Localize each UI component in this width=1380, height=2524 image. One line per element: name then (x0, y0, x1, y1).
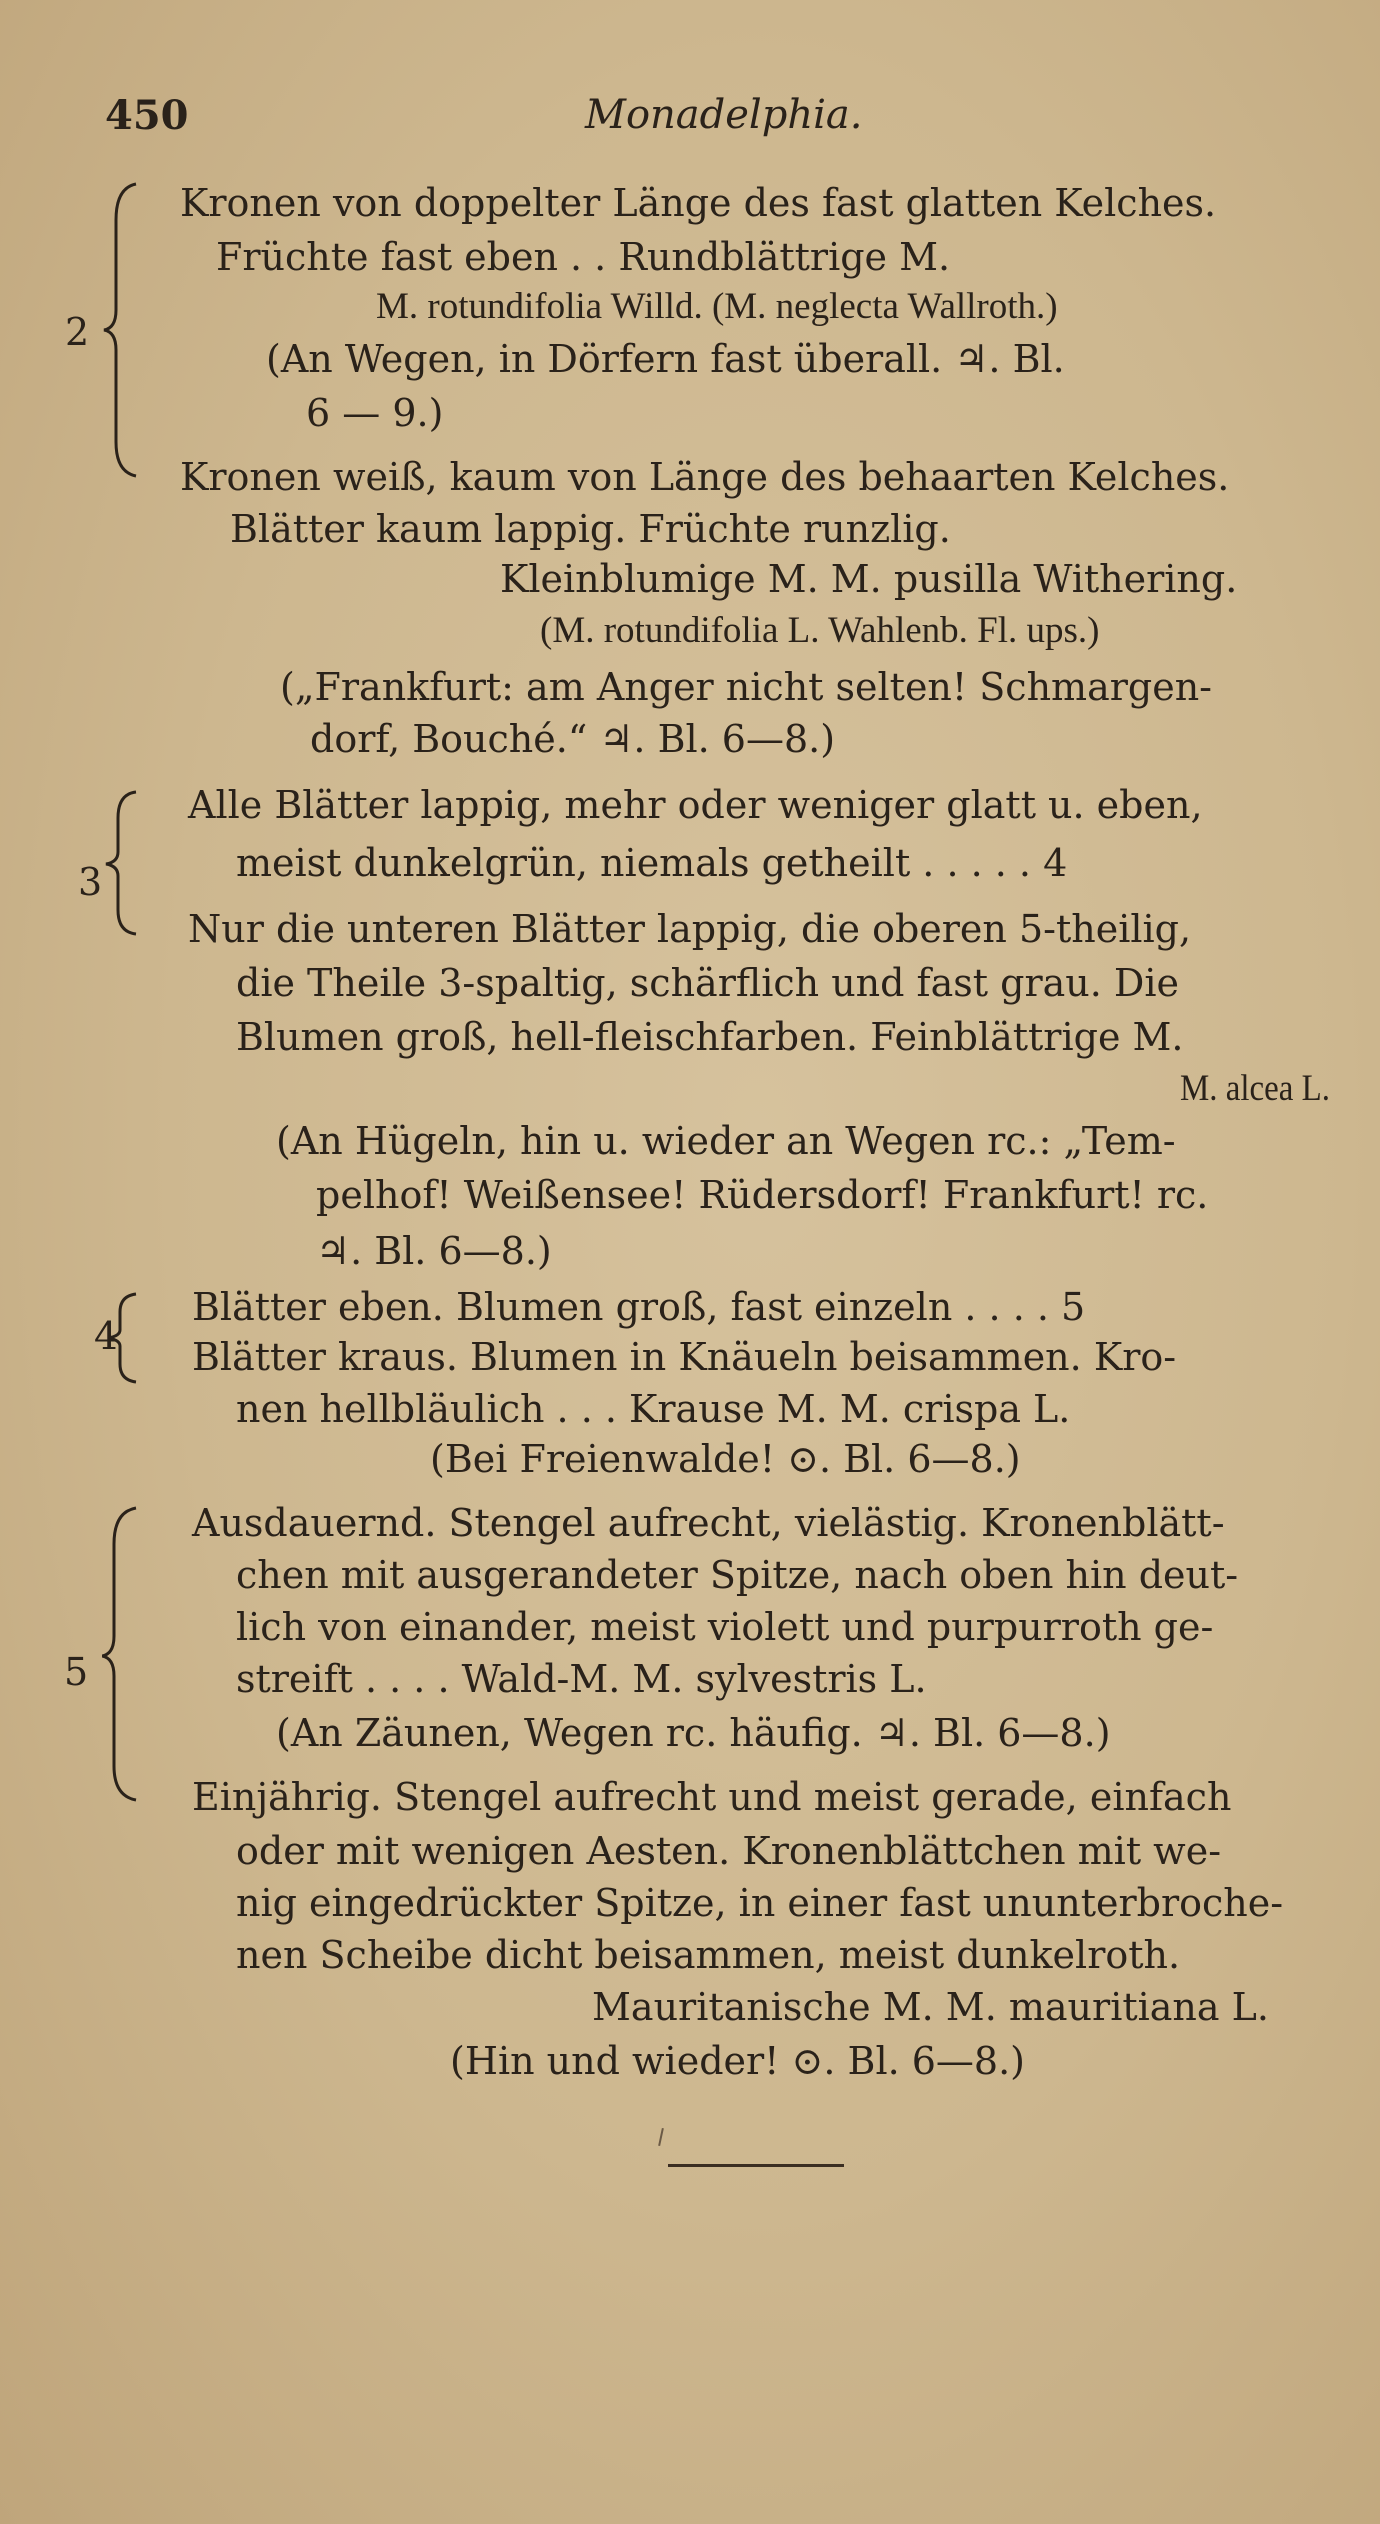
key-line: oder mit wenigen Aesten. Kronenblättchen mit we- (236, 1829, 1222, 1873)
key-line: (An Wegen, in Dörfern fast überall. ♃. Bl. (266, 337, 1065, 381)
key-line: Mauritanische M. M. mauritiana L. (592, 1985, 1269, 2029)
page-header (105, 92, 1285, 152)
key-line: Blumen groß, hell-fleischfarben. Feinblättrige M. (236, 1015, 1184, 1059)
key-line: die Theile 3-spaltig, schärflich und fast grau. Die (236, 961, 1180, 1005)
couplet-number: 3 (78, 860, 103, 904)
key-line: Blätter eben. Blumen groß, fast einzeln . . . . 5 (192, 1285, 1086, 1329)
key-line: nig eingedrückter Spitze, in einer fast ununterbroche- (236, 1881, 1284, 1925)
key-line: Kleinblumige M. M. pusilla Withering. (500, 557, 1238, 601)
key-line: meist dunkelgrün, niemals getheilt . . . . . 4 (236, 841, 1068, 885)
key-line: Blätter kraus. Blumen in Knäueln beisammen. Kro- (192, 1335, 1177, 1379)
key-line: nen hellbläulich . . . Krause M. M. crispa L. (236, 1387, 1071, 1431)
key-line: lich von einander, meist violett und purpurroth ge- (236, 1605, 1214, 1649)
key-line: M. rotundifolia Willd. (M. neglecta Wallroth.) (376, 286, 1058, 327)
key-line: Ausdauernd. Stengel aufrecht, vielästig. Kronenblätt- (192, 1501, 1225, 1545)
key-line: streift . . . . Wald-M. M. sylvestris L. (236, 1657, 927, 1701)
end-rule (668, 2164, 844, 2167)
ink-mark (658, 2128, 664, 2146)
couplet-number: 5 (64, 1650, 89, 1694)
key-line: pelhof! Weißensee! Rüdersdorf! Frankfurt! rc. (316, 1173, 1209, 1217)
key-line: Kronen von doppelter Länge des fast glatten Kelches. (180, 181, 1217, 225)
key-line: Kronen weiß, kaum von Länge des behaarten Kelches. (180, 455, 1230, 499)
key-line: Einjährig. Stengel aufrecht und meist gerade, einfach (192, 1775, 1232, 1819)
key-line: Früchte fast eben . . Rundblättrige M. (216, 235, 951, 279)
page-number: 450 (105, 92, 189, 139)
key-line: ♃. Bl. 6—8.) (316, 1229, 552, 1273)
key-line: Blätter kaum lappig. Früchte runzlig. (230, 507, 951, 551)
key-line: 6 — 9.) (306, 391, 444, 435)
key-line: („Frankfurt: am Anger nicht selten! Schmargen- (280, 665, 1213, 709)
key-line: Alle Blätter lappig, mehr oder weniger glatt u. eben, (188, 783, 1203, 827)
key-line: (An Zäunen, Wegen rc. häufig. ♃. Bl. 6—8.) (276, 1711, 1111, 1755)
key-line: (Hin und wieder! ⊙. Bl. 6—8.) (450, 2039, 1026, 2083)
key-line: M. alcea L. (1180, 1068, 1330, 1109)
couplet-number: 4 (94, 1314, 119, 1358)
key-line: (M. rotundifolia L. Wahlenb. Fl. ups.) (540, 610, 1100, 651)
key-line: (An Hügeln, hin u. wieder an Wegen rc.: „Tem- (276, 1119, 1176, 1163)
key-line: Nur die unteren Blätter lappig, die oberen 5-theilig, (188, 907, 1192, 951)
key-line: dorf, Bouché.“ ♃. Bl. 6—8.) (310, 717, 836, 761)
couplet-number: 2 (65, 310, 90, 354)
running-title: Monadelphia. (585, 92, 863, 138)
key-line: nen Scheibe dicht beisammen, meist dunkelroth. (236, 1933, 1181, 1977)
key-line: (Bei Freienwalde! ⊙. Bl. 6—8.) (430, 1437, 1021, 1481)
brace-couplet-2 (102, 180, 142, 480)
brace-couplet-5 (102, 1504, 142, 1804)
brace-couplet-3 (102, 788, 142, 938)
key-line: chen mit ausgerandeter Spitze, nach oben hin deut- (236, 1553, 1239, 1597)
